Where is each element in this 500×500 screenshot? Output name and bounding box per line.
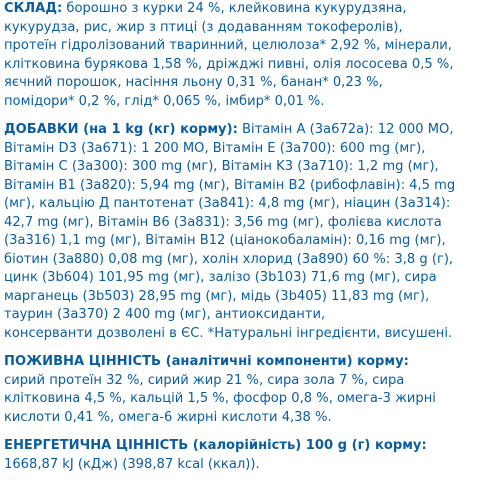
composition-section [4, 0, 498, 111]
composition-text: борошно з курки 24 %, клейковина кукурудзяна, [62, 1, 407, 16]
additives-line: Вітамін D3 (3a671): 1 200 МО, Вітамін Е (3a700): 600 mg (мг), [4, 140, 426, 156]
composition-line: клітковина бурякова 1,58 %, дріжджі пивні, олія лососева 0,5 %, [4, 56, 454, 72]
nutrition-line: сирий протеїн 32 %, сирий жир 21 %, сира зола 7 %, сира [4, 372, 405, 388]
additives-text: Вітамін А (3a672a): 12 000 МО, [237, 122, 454, 137]
composition-heading: СКЛАД: [4, 1, 63, 16]
additives-line: Вітамін B1 (3a820): 5,94 mg (мг), Вітамін B2 (рибофлавін): 4,5 mg [4, 177, 456, 193]
composition-first-line [4, 0, 498, 19]
additives-line: Вітамін С (3a300): 300 mg (мг), Вітамін K3 (3a710): 1,2 mg (мг), [4, 159, 439, 174]
additives-line: таурин (3a370) 2 400 mg (мг), антиоксиданти, [4, 307, 326, 322]
additives-line: цинк (3b604) 101,95 mg (мг), залізо (3b103) 71,6 mg (мг), сира [4, 270, 437, 285]
nutrition-heading: ПОЖИВНА ЦІННІСТЬ (аналітичні компоненти) корму: [4, 354, 409, 369]
nutrition-section [4, 353, 498, 427]
additives-line: (мг), кальцію Д пантотенат (3a841): 4,8 mg (мг), ніацин (3a314): [4, 196, 451, 211]
energy-line: 1668,87 kJ (кДж) (398,87 kcal (ккал)). [4, 456, 260, 472]
composition-line: помідори* 0,2 %, глід* 0,065 %, імбир* 0,01 %. [4, 93, 325, 109]
additives-line: 42,7 mg (мг), Вітамін В6 (3a831): 3,56 mg (мг), фолієва кислота [4, 214, 442, 230]
composition-line: протеїн гідролізований тваринний, целюлоза* 2,92 %, мінерали, [4, 38, 452, 53]
additives-first-line [4, 121, 498, 140]
composition-line: яєчний порошок, насіння льону 0,31 %, банан* 0,23 %, [4, 75, 383, 90]
pet-food-label [4, 0, 498, 474]
additives-line: консерванти дозволені в ЄС. *Натуральні інгредієнти, висушені. [4, 325, 453, 341]
nutrition-line: кислоти 0,41 %, омега-6 жирні кислоти 4,38 %. [4, 409, 332, 425]
energy-heading: ЕНЕРГЕТИЧНА ЦІННІСТЬ (калорійність) 100 g (г) корму: [4, 438, 427, 453]
additives-section [4, 121, 498, 343]
energy-section [4, 437, 498, 474]
additives-line: марганець (3b503) 28,95 mg (мг), мідь (3b405) 11,83 mg (мг), [4, 288, 430, 304]
nutrition-line: клітковина 4,5 %, кальцій 1,5 %, фосфор 0,8 %, омега-3 жирні [4, 391, 436, 406]
additives-line: (3a316) 1,1 mg (мг), Вітамін В12 (ціанокобаламін): 0,16 mg (мг), [4, 233, 446, 248]
additives-heading: ДОБАВКИ (на 1 kg (кг) корму): [4, 122, 238, 137]
additives-line: біотин (3a880) 0,08 mg (мг), холін хлорид (3a890) 60 %: 3,8 g (г), [4, 251, 454, 267]
composition-line: кукурудза, рис, жир з птиці (з додаванням токоферолів), [4, 19, 403, 35]
